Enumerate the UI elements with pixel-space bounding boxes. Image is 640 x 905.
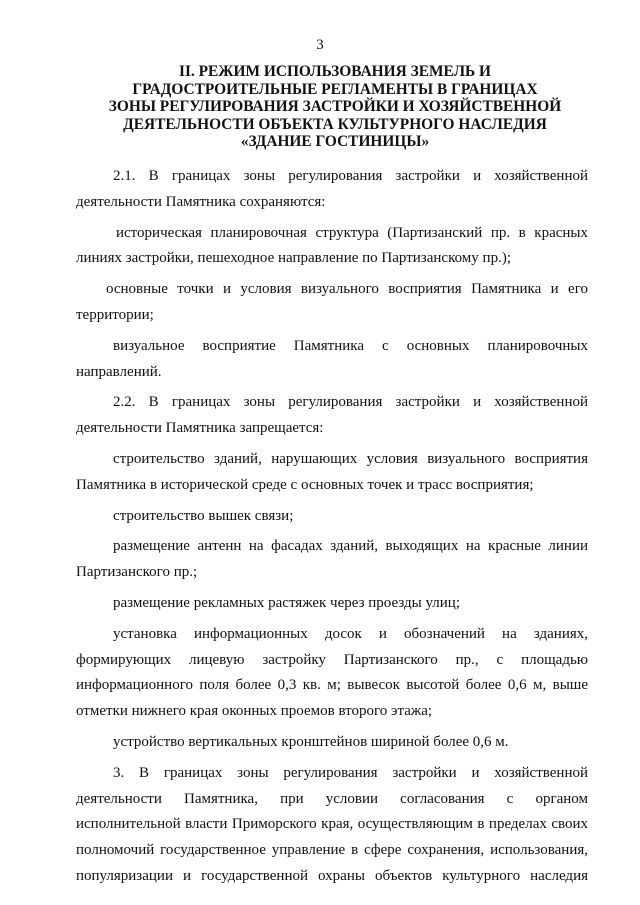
paragraph-towers	[76, 504, 588, 530]
section-title	[70, 63, 600, 151]
paragraph-2-2	[76, 390, 588, 442]
text-line: строительство зданий, нарушающих условия визуального восприятия	[113, 450, 588, 467]
text-line: территории;	[76, 306, 154, 323]
text-line: направлений.	[76, 363, 162, 380]
text-line: полномочий государственное управление в сфере сохранения, использования,	[76, 842, 588, 859]
text-line: информационного поля более 0,3 кв. м; вывесок высотой более 0,6 м, выше	[76, 677, 588, 694]
text-line: размещение антенн на фасадах зданий, выходящих на красные линии	[113, 538, 588, 555]
text-line: Партизанского пр.;	[76, 564, 198, 581]
section-title-line: II. РЕЖИМ ИСПОЛЬЗОВАНИЯ ЗЕМЕЛЬ И	[178, 63, 492, 80]
text-line: популяризации и государственной охраны объектов культурного наследия	[76, 867, 588, 884]
paragraph-3	[76, 761, 588, 890]
text-line: формирующих лицевую застройку Партизанского пр., с площадью	[76, 651, 588, 668]
section-title-line: ГРАДОСТРОИТЕЛЬНЫЕ РЕГЛАМЕНТЫ В ГРАНИЦАХ	[132, 80, 538, 98]
text-line: установка информационных досок и обозначений на зданиях,	[113, 625, 588, 642]
text-line: исполнительной власти Приморского края, осуществляющим в пределах своих	[76, 816, 588, 833]
text-line: основные точки и условия визуального восприятия Памятника и его	[106, 281, 588, 298]
paragraph-signs	[76, 622, 588, 725]
paragraph-2-1	[76, 164, 588, 216]
text-line: историческая планировочная структура (Партизанский пр. в красных	[116, 224, 588, 241]
text-line: деятельности Памятника сохраняются:	[76, 193, 326, 210]
text-line: строительство вышек связи;	[113, 507, 294, 524]
section-title-line: ЗОНЫ РЕГУЛИРОВАНИЯ ЗАСТРОЙКИ И ХОЗЯЙСТВЕННОЙ	[108, 98, 562, 115]
section-title-line: ДЕЯТЕЛЬНОСТИ ОБЪЕКТА КУЛЬТУРНОГО НАСЛЕДИЯ	[123, 115, 547, 133]
text-line: Памятника в исторической среде с основных точек и трасс восприятия;	[76, 476, 534, 493]
text-line: 2.2. В границах зоны регулирования застройки и хозяйственной	[113, 394, 588, 411]
text-line: визуальное восприятие Памятника с основных планировочных	[113, 337, 588, 354]
text-line: деятельности Памятника запрещается:	[76, 420, 324, 437]
page-number: 3	[316, 37, 324, 53]
paragraph-viewpoints	[76, 277, 588, 329]
text-line: 2.1. В границах зоны регулирования застройки и хозяйственной	[113, 168, 588, 184]
paragraph-antennas	[76, 534, 588, 586]
document-body	[76, 164, 588, 890]
paragraph-visual-perception	[76, 334, 588, 386]
text-line: устройство вертикальных кронштейнов шириной более 0,6 м.	[113, 733, 509, 750]
text-line: линиях застройки, пешеходное направление по Партизанскому пр.);	[76, 250, 511, 267]
paragraph-historic-structure	[76, 221, 588, 273]
text-line: отметки нижнего края оконных проемов второго этажа;	[76, 703, 433, 720]
section-title-line: «ЗДАНИЕ ГОСТИНИЦЫ»	[240, 133, 430, 150]
text-line: 3. В границах зоны регулирования застройки и хозяйственной	[113, 764, 588, 781]
paragraph-banners	[76, 591, 588, 617]
paragraph-building-construction	[76, 447, 588, 499]
text-line: деятельности Памятника, при условии согласования с органом	[76, 790, 588, 807]
text-line: размещение рекламных растяжек через проезды улиц;	[113, 594, 460, 611]
paragraph-brackets	[76, 730, 588, 756]
